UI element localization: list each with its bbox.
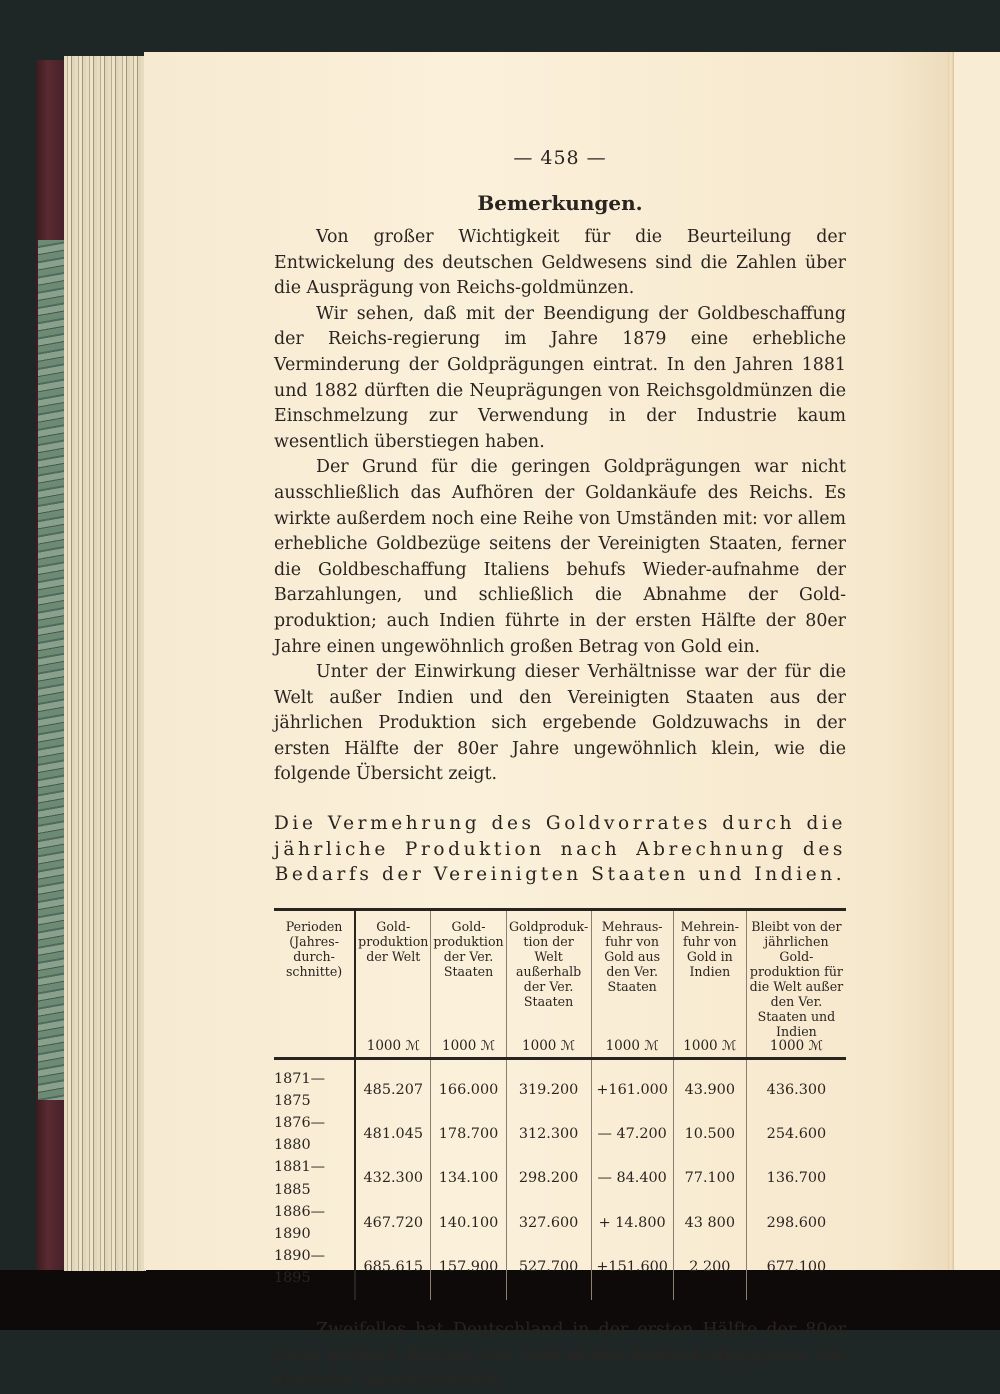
value-cell: 485.207	[355, 1058, 431, 1112]
value-cell: 136.700	[746, 1156, 846, 1200]
period-cell: 1876—1880	[274, 1114, 326, 1154]
column-header: Perioden (Jahres-durch-schnitte)	[285, 918, 343, 979]
value-cell: 10.500	[673, 1112, 746, 1156]
table-body	[274, 1058, 846, 1300]
value-cell: 432.300	[355, 1156, 431, 1200]
paragraph: Wir sehen, daß mit der Beendigung der Goldbeschaffung der Reichs-regierung im Jahre 1879 eine erhebliche Verminderung der Goldprägungen eintrat. In den Jahren 1881 und 1882 dürften die Neuprägungen von Reichsgoldmünzen die Einschmelzung zur Verwendung in der Industrie kaum wesentlich überstiegen haben.	[274, 303, 846, 452]
paragraph: Zweifellos hat Deutschland in der ersten Hälfte der 80er Jahre größere Beträge von Gold an das Ausland abgegeben. Die deutsche Handelsstatistik	[274, 1319, 846, 1391]
section-heading: Bemerkungen.	[477, 191, 643, 215]
table-header-row	[274, 909, 846, 1039]
value-cell: 677.100	[746, 1245, 846, 1299]
book-cover-marbled-paper	[38, 240, 64, 1100]
table-units-row	[274, 1039, 846, 1059]
value-cell: 2 200	[673, 1245, 746, 1299]
page-number: — 458 —	[513, 147, 607, 169]
column-header: Gold-produktion der Ver. Staaten	[431, 909, 506, 1039]
period-cell: 1886—1890	[274, 1203, 326, 1242]
period-cell: 1871—1875	[274, 1070, 326, 1109]
value-cell: 298.600	[746, 1201, 846, 1245]
unit-label: 1000 ℳ	[506, 1039, 591, 1059]
value-cell: 685.615	[355, 1245, 431, 1299]
column-header: Goldproduk-tion der Welt außerhalb der Ver. Staaten	[506, 909, 591, 1039]
unit-label: 1000 ℳ	[431, 1039, 506, 1059]
table-row	[274, 1201, 846, 1245]
table-row	[274, 1112, 846, 1156]
column-header: Mehrein-fuhr von Gold in Indien	[673, 909, 746, 1039]
facing-page-edge	[954, 52, 1000, 1270]
value-cell: + 14.800	[591, 1201, 673, 1245]
value-cell: 157.900	[431, 1245, 506, 1299]
value-cell: 43.900	[673, 1058, 746, 1112]
unit-label: 1000 ℳ	[591, 1039, 673, 1059]
unit-label: 1000 ℳ	[746, 1039, 846, 1059]
gold-table	[274, 908, 846, 1300]
table-row	[274, 1156, 846, 1200]
table-row	[274, 1058, 846, 1112]
value-cell: 254.600	[746, 1112, 846, 1156]
paragraph: Unter der Einwirkung dieser Verhältnisse war der für die Welt außer Indien und den Vereinigten Staaten aus der jährlichen Produktion sich ergebende Goldzuwachs in der ersten Hälfte der 80er Jahre ungewöhnlich klein, wie die folgende Übersicht zeigt.	[274, 662, 846, 785]
value-cell: — 84.400	[591, 1156, 673, 1200]
value-cell: 77.100	[673, 1156, 746, 1200]
paragraph: Von großer Wichtigkeit für die Beurteilung der Entwickelung des deutschen Geldwesens sind die Zahlen über die Ausprägung von Reichs-goldmünzen.	[274, 227, 846, 299]
value-cell: 140.100	[431, 1201, 506, 1245]
value-cell: +161.000	[591, 1058, 673, 1112]
column-header: Bleibt von der jährlichen Gold-produktion für die Welt außer den Ver. Staaten und Indien	[746, 909, 846, 1039]
value-cell: — 47.200	[591, 1112, 673, 1156]
value-cell: 43 800	[673, 1201, 746, 1245]
unit-label	[274, 1039, 355, 1059]
value-cell: 312.300	[506, 1112, 591, 1156]
column-header: Mehraus-fuhr von Gold aus den Ver. Staaten	[591, 909, 673, 1039]
table-row	[274, 1245, 846, 1299]
period-cell: 1890—1895	[274, 1248, 326, 1287]
page-edges-stack	[64, 56, 146, 1271]
paragraph: Der Grund für die geringen Goldprägungen war nicht ausschließlich das Aufhören der Goldankäufe des Reichs. Es wirkte außerdem noch eine Reihe von Umständen mit: vor allem erhebliche Goldbezüge seitens der Vereinigten Staaten, ferner die Goldbeschaffung Italiens behufs Wieder-aufnahme der Barzahlungen, und schließlich die Abnahme der Gold-produktion; auch Indien führte in der ersten Hälfte der 80er Jahre einen ungewöhnlich großen Betrag von Gold ein.	[274, 457, 846, 657]
value-cell: 327.600	[506, 1201, 591, 1245]
value-cell: 467.720	[355, 1201, 431, 1245]
value-cell: 178.700	[431, 1112, 506, 1156]
value-cell: +151.600	[591, 1245, 673, 1299]
value-cell: 527.700	[506, 1245, 591, 1299]
value-cell: 319.200	[506, 1058, 591, 1112]
page-content	[274, 140, 846, 1394]
value-cell: 298.200	[506, 1156, 591, 1200]
period-cell: 1881—1885	[274, 1159, 326, 1198]
value-cell: 481.045	[355, 1112, 431, 1156]
value-cell: 436.300	[746, 1058, 846, 1112]
unit-label: 1000 ℳ	[673, 1039, 746, 1059]
table-title: Die Vermehrung des Goldvorrates durch die jährliche Produktion nach Abrechnung des Bedarfs der Vereinigten Staaten und Indien.	[274, 813, 846, 886]
column-header: Gold-produktion der Welt	[355, 909, 431, 1039]
value-cell: 134.100	[431, 1156, 506, 1200]
unit-label: 1000 ℳ	[355, 1039, 431, 1059]
value-cell: 166.000	[431, 1058, 506, 1112]
